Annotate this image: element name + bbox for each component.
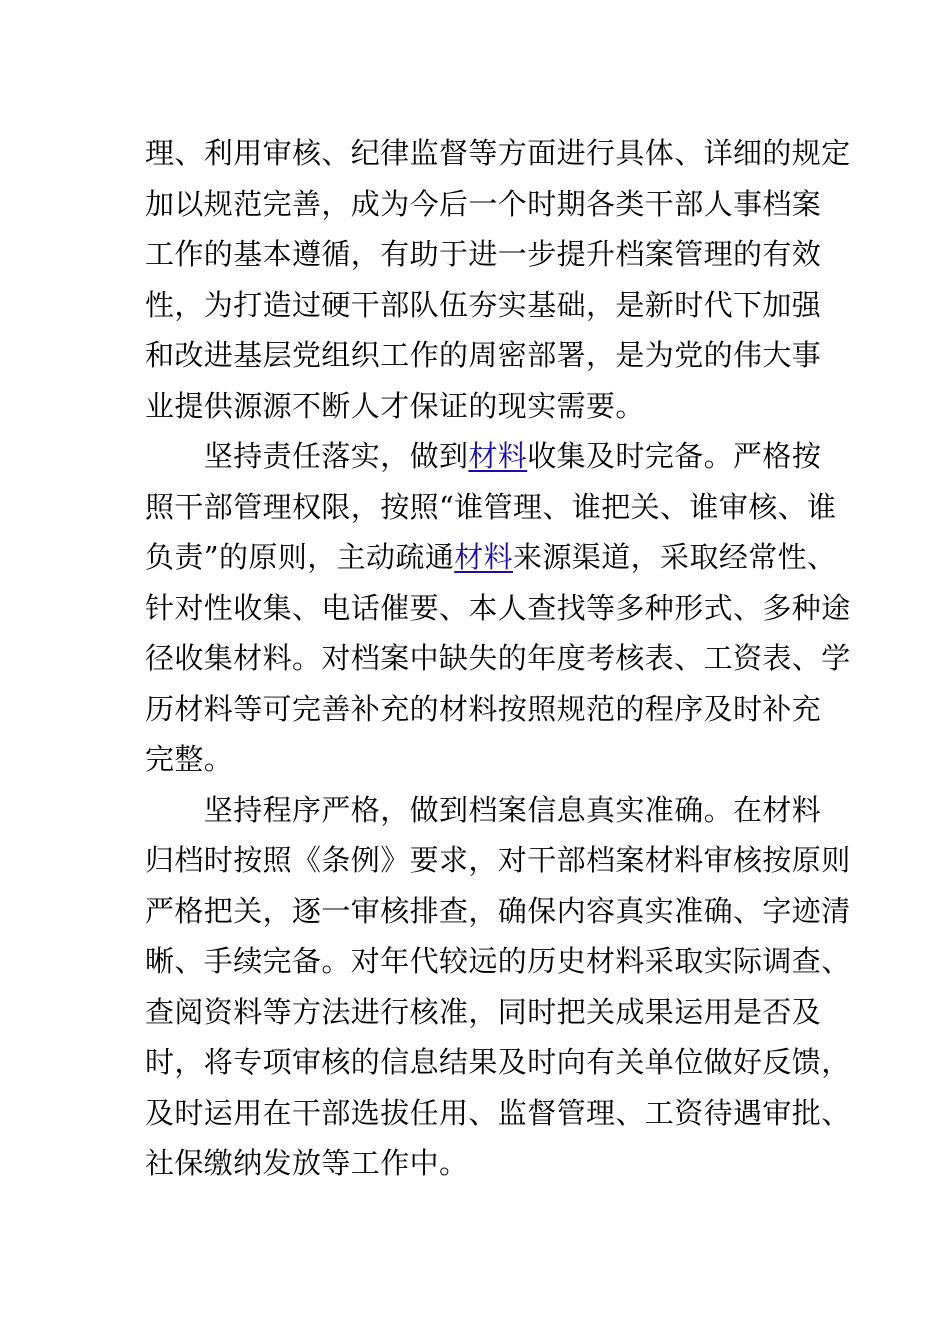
text-segment: 及时运用在干部选拔任用、监督管理、工资待遇审批、 — [145, 1095, 851, 1130]
text-line — [145, 1037, 851, 1088]
text-segment: 时，将专项审核的信息结果及时向有关单位做好反馈， — [145, 1045, 851, 1079]
paragraph — [145, 128, 851, 431]
text-line — [145, 229, 822, 280]
text-segment: 晰、手续完备。对年代较远的历史材料采取实际调查、 — [145, 944, 851, 978]
text-segment: 收集及时完备。严格按 — [527, 439, 822, 473]
text-segment: 坚持程序严格，做到档案信息真实准确。在材料 — [145, 792, 822, 827]
text-line — [145, 684, 822, 735]
text-line — [145, 886, 851, 937]
text-line — [145, 482, 837, 533]
material-link[interactable]: 材料 — [454, 540, 514, 574]
text-segment: 性，为打造过硬干部队伍夯实基础，是新时代下加强 — [145, 287, 822, 322]
text-segment: 加以规范完善，成为今后一个时期各类干部人事档案 — [145, 186, 822, 221]
text-line — [145, 734, 810, 785]
text-segment: 归档时按照《条例》要求，对干部档案材料审核按原则 — [145, 843, 851, 877]
text-line — [145, 835, 851, 886]
text-segment: 理、利用审核、纪律监督等方面进行具体、详细的规定 — [145, 136, 851, 170]
text-line — [145, 532, 837, 583]
text-segment: 径收集材料。对档案中缺失的年度考核表、工资表、学 — [145, 641, 851, 675]
text-line — [145, 1138, 810, 1189]
text-line — [145, 936, 851, 987]
text-line — [145, 1088, 851, 1139]
text-line — [145, 583, 851, 634]
material-link[interactable]: 材料 — [468, 439, 528, 473]
text-segment: 坚持责任落实，做到 — [145, 439, 469, 473]
text-line — [145, 179, 822, 230]
text-segment: 业提供源源不断人才保证的现实需要。 — [145, 388, 645, 423]
text-segment: 针对性收集、电话催要、本人查找等多种形式、多种途 — [145, 590, 851, 625]
text-line — [145, 381, 810, 432]
text-line — [145, 128, 851, 179]
text-segment: 和改进基层党组织工作的周密部署，是为党的伟大事 — [145, 338, 822, 372]
text-segment: 严格把关，逐一审核排查，确保内容真实准确、字迹清 — [145, 893, 851, 928]
text-line — [145, 785, 822, 836]
text-segment: 完整。 — [145, 742, 234, 776]
text-segment: 照干部管理权限，按照“谁管理、谁把关、谁审核、谁 — [145, 489, 837, 524]
text-line — [145, 280, 822, 331]
text-segment: 负责”的原则，主动疏通 — [145, 540, 455, 574]
text-segment: 查阅资料等方法进行核准，同时把关成果运用是否及 — [145, 994, 822, 1029]
text-line — [145, 431, 822, 482]
paragraph — [145, 431, 851, 785]
text-segment: 工作的基本遵循，有助于进一步提升档案管理的有效 — [145, 237, 822, 271]
text-line — [145, 987, 822, 1038]
text-segment: 历材料等可完善补充的材料按照规范的程序及时补充 — [145, 691, 822, 726]
text-segment: 社保缴纳发放等工作中。 — [145, 1146, 469, 1180]
text-line — [145, 330, 822, 381]
paragraph — [145, 785, 851, 1189]
text-segment: 来源渠道，采取经常性、 — [513, 540, 837, 574]
text-line — [145, 633, 851, 684]
document-body — [145, 128, 851, 1189]
